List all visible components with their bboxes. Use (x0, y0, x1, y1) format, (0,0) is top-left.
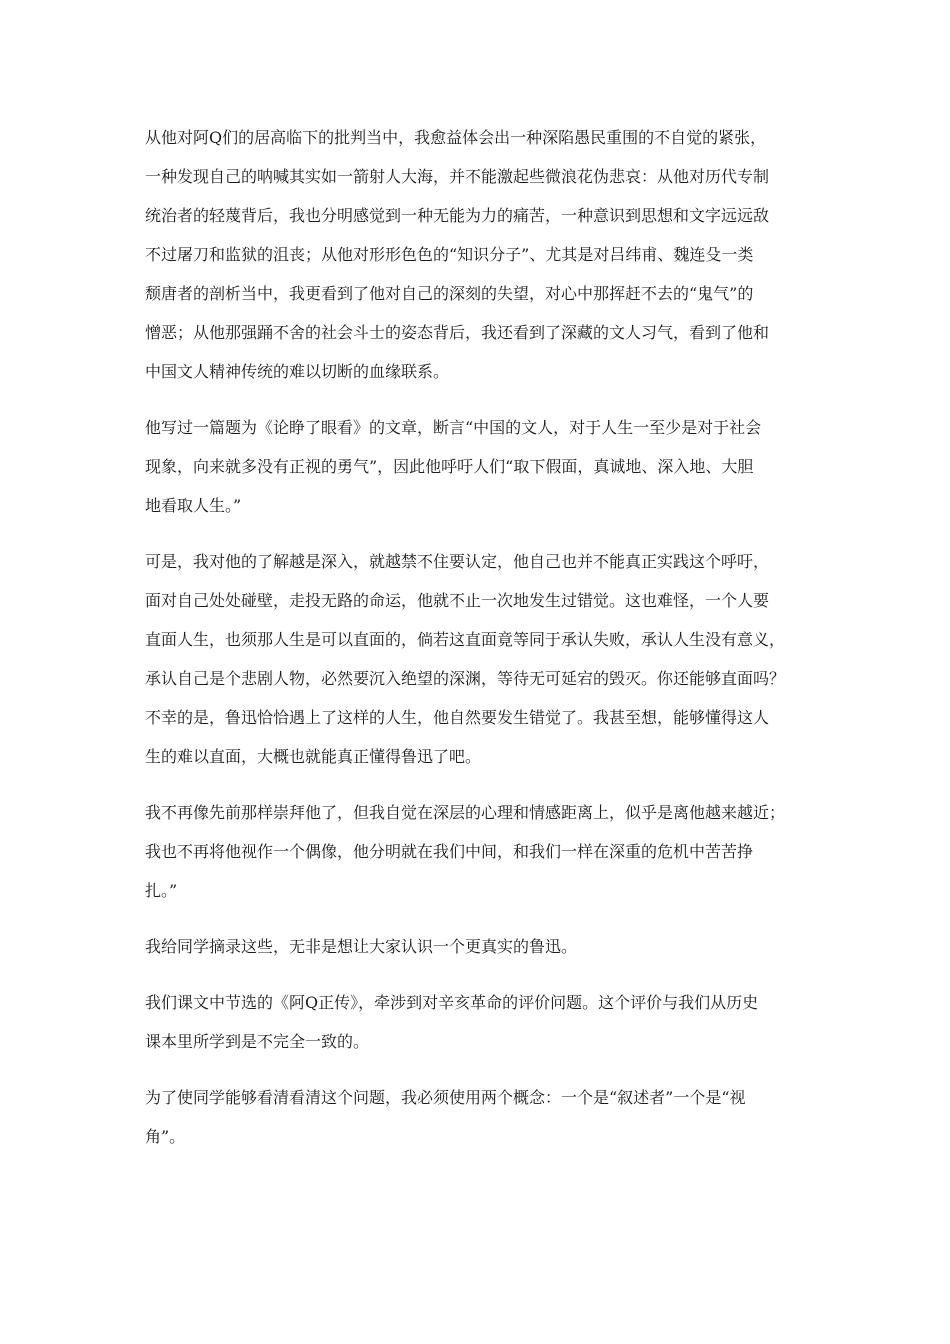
document-body (145, 118, 815, 1173)
text-line: 面对自己处处碰壁，走投无路的命运，他就不止一次地发生过错觉。这也难怪，一个人要 (145, 591, 770, 610)
text-line: 从他对阿Q们的居高临下的批判当中，我愈益体会出一种深陷愚民重围的不自觉的紧张， (145, 128, 767, 147)
paragraph-6 (145, 983, 815, 1061)
paragraph-4 (145, 793, 815, 910)
text-line: 我不再像先前那样崇拜他了，但我自觉在深层的心理和情感距离上，似乎是离他越来越近； (145, 803, 786, 822)
text-line: 角”。 (145, 1127, 186, 1146)
paragraph-2 (145, 408, 815, 525)
text-line: 为了使同学能够看清看清这个问题，我必须使用两个概念：一个是“叙述者”一个是“视 (145, 1088, 746, 1107)
text-line: 我也不再将他视作一个偶像，他分明就在我们中间，和我们一样在深重的危机中苦苦挣 (145, 842, 754, 861)
text-line: 生的难以直面，大概也就能真正懂得鲁迅了吧。 (145, 747, 482, 766)
text-line: 不过屠刀和监狱的沮丧；从他对形形色色的“知识分子”、尤其是对吕纬甫、魏连殳一类 (145, 245, 754, 264)
text-line: 承认自己是个悲剧人物，必然要沉入绝望的深渊，等待无可延宕的毁灭。你还能够直面吗？ (145, 669, 786, 688)
text-line: 直面人生，也须那人生是可以直面的，倘若这直面竟等同于承认失败，承认人生没有意义， (145, 630, 786, 649)
text-line: 地看取人生。” (145, 496, 242, 515)
text-line: 中国文人精神传统的难以切断的血缘联系。 (145, 362, 450, 381)
text-line: 憎恶；从他那强踊不舍的社会斗士的姿态背后，我还看到了深藏的文人习气，看到了他和 (145, 323, 770, 342)
text-line: 不幸的是，鲁迅恰恰遇上了这样的人生，他自然要发生错觉了。我甚至想，能够懂得这人 (145, 708, 770, 727)
text-line: 现象，向来就多没有正视的勇气”，因此他呼吁人们“取下假面，真诚地、深入地、大胆 (145, 457, 754, 476)
text-line: 可是，我对他的了解越是深入，就越禁不住要认定，他自己也并不能真正实践这个呼吁， (145, 552, 770, 571)
text-line: 我给同学摘录这些，无非是想让大家认识一个更真实的鲁迅。 (145, 937, 578, 956)
text-line: 统治者的轻蔑背后，我也分明感觉到一种无能为力的痛苦，一种意识到思想和文字远远敌 (145, 206, 770, 225)
paragraph-7 (145, 1078, 815, 1156)
text-line: 一种发现自己的呐喊其实如一箭射人大海，并不能激起些微浪花伪悲哀：从他对历代专制 (145, 167, 770, 186)
paragraph-5 (145, 927, 815, 966)
paragraph-1 (145, 118, 815, 391)
text-line: 我们课文中节选的《阿Q正传》，牵涉到对辛亥革命的评价问题。这个评价与我们从历史 (145, 993, 759, 1012)
paragraph-3 (145, 542, 815, 776)
text-line: 扎。” (145, 881, 178, 900)
text-line: 课本里所学到是不完全一致的。 (145, 1032, 370, 1051)
text-line: 颓唐者的剖析当中，我更看到了他对自己的深刻的失望，对心中那挥赶不去的“鬼气”的 (145, 284, 754, 303)
text-line: 他写过一篇题为《论睁了眼看》的文章，断言“中国的文人，对于人生一至少是对于社会 (145, 418, 762, 437)
